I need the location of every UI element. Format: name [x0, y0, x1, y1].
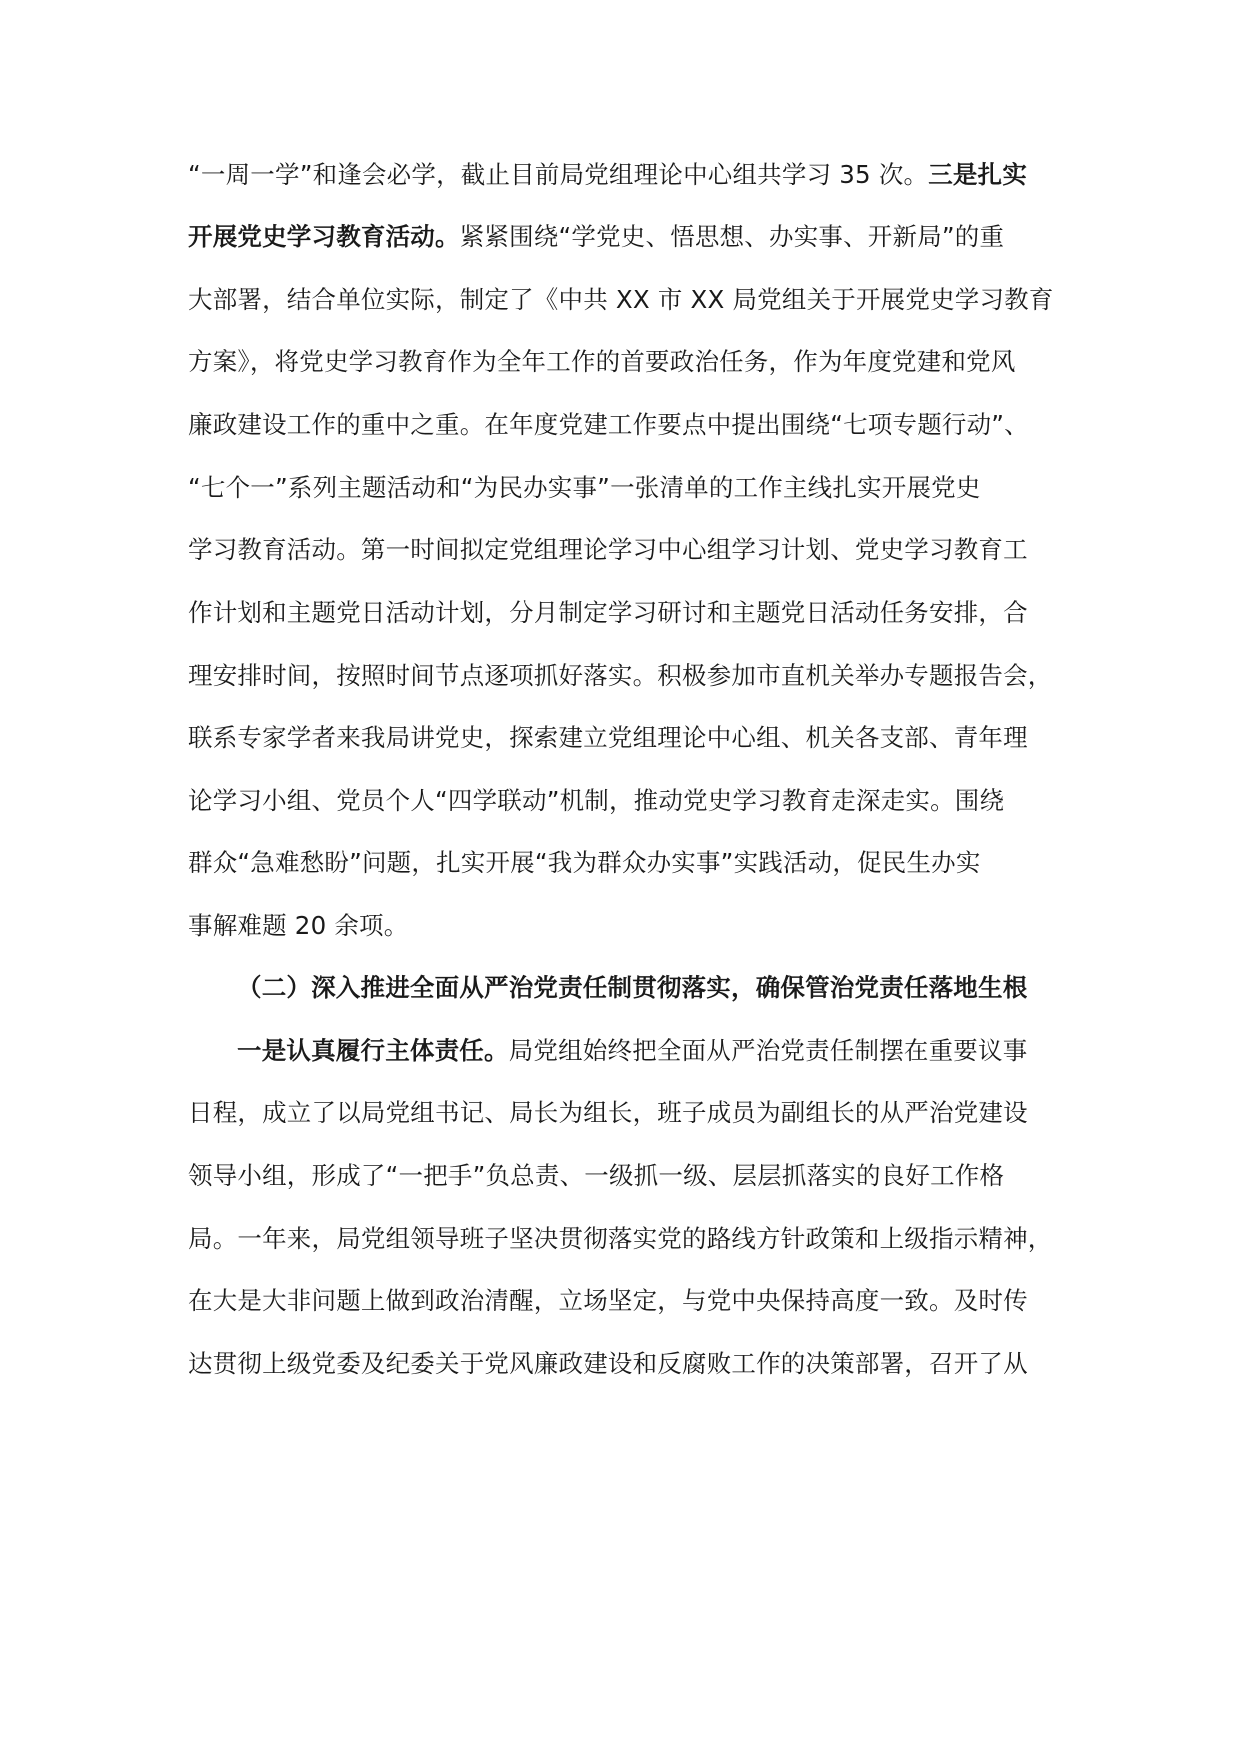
- bold-run: 三是扎实: [928, 160, 1028, 189]
- text-line-8: [188, 593, 1068, 633]
- text-line-17: [188, 1156, 1068, 1196]
- text-line-20: [188, 1344, 1068, 1384]
- text-line-15: [237, 1031, 1068, 1071]
- text-line-1: [188, 155, 1068, 195]
- heading-text: （二）深入推进全面从严治党责任制贯彻落实，确保管治党责任落地生根: [237, 973, 1028, 1002]
- text-run: 局党组始终把全面从严治党责任制摆在重要议事: [508, 1036, 1028, 1065]
- text-run: 联系专家学者来我局讲党史，探索建立党组理论中心组、机关各支部、青年理: [188, 723, 1028, 752]
- section-heading: [237, 968, 1068, 1008]
- text-run: 方案》，将党史学习教育作为全年工作的首要政治任务，作为年度党建和党风: [188, 347, 1016, 376]
- text-line-3: [188, 280, 1068, 320]
- text-line-4: [188, 342, 1068, 382]
- text-run: 论学习小组、党员个人“四学联动”机制，推动党史学习教育走深走实。围绕: [188, 786, 1005, 815]
- text-line-18: [188, 1219, 1068, 1259]
- text-line-12: [188, 843, 1068, 883]
- text-run: 理安排时间，按照时间节点逐项抓好落实。积极参加市直机关举办专题报告会，: [188, 661, 1053, 690]
- text-run: 领导小组，形成了“一把手”负总责、一级抓一级、层层抓落实的良好工作格: [188, 1161, 1005, 1190]
- text-line-19: [188, 1281, 1068, 1321]
- text-line-5: [188, 405, 1068, 445]
- text-run: 学习教育活动。第一时间拟定党组理论学习中心组学习计划、党史学习教育工: [188, 535, 1028, 564]
- text-line-16: [188, 1093, 1068, 1133]
- text-line-10: [188, 718, 1068, 758]
- bold-run: 开展党史学习教育活动。: [188, 222, 460, 251]
- text-run: 廉政建设工作的重中之重。在年度党建工作要点中提出围绕“七项专题行动”、: [188, 410, 1029, 439]
- text-line-2: [188, 217, 1068, 257]
- text-run: 局。一年来，局党组领导班子坚决贯彻落实党的路线方针政策和上级指示精神，: [188, 1224, 1053, 1253]
- text-run: 作计划和主题党日活动计划，分月制定学习研讨和主题党日活动任务安排，合: [188, 598, 1028, 627]
- text-run: 大部署，结合单位实际，制定了《中共 XX 市 XX 局党组关于开展党史学习教育: [188, 285, 1054, 314]
- text-line-13: [188, 906, 1068, 946]
- text-run: 日程，成立了以局党组书记、局长为组长，班子成员为副组长的从严治党建设: [188, 1098, 1028, 1127]
- text-run: 达贯彻上级党委及纪委关于党风廉政建设和反腐败工作的决策部署，召开了从: [188, 1349, 1028, 1378]
- text-line-9: [188, 656, 1068, 696]
- text-run: 群众“急难愁盼”问题，扎实开展“我为群众办实事”实践活动，促民生办实: [188, 848, 981, 877]
- text-run: “一周一学”和逢会必学，截止目前局党组理论中心组共学习 35 次。: [188, 160, 929, 189]
- text-run: 紧紧围绕“学党史、悟思想、办实事、开新局”的重: [459, 222, 1005, 251]
- text-run: 事解难题 20 余项。: [188, 911, 409, 940]
- text-line-11: [188, 781, 1068, 821]
- text-run: “七个一”系列主题活动和“为民办实事”一张清单的工作主线扎实开展党史: [188, 473, 981, 502]
- text-line-7: [188, 530, 1068, 570]
- text-line-6: [188, 468, 1068, 508]
- text-run: 在大是大非问题上做到政治清醒，立场坚定，与党中央保持高度一致。及时传: [188, 1286, 1028, 1315]
- bold-run: 一是认真履行主体责任。: [237, 1036, 509, 1065]
